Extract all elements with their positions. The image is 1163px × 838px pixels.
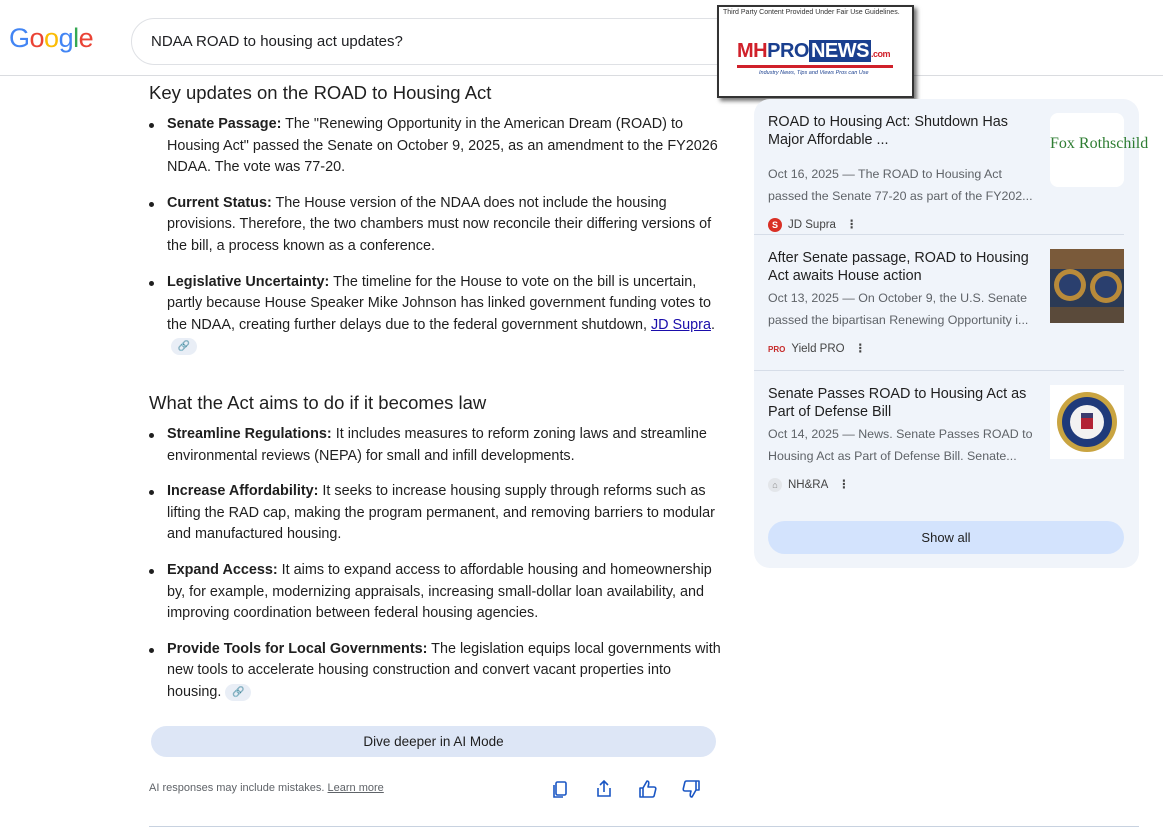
logo-letter: e bbox=[78, 23, 94, 53]
list-item bbox=[149, 639, 724, 704]
badge-underline bbox=[737, 65, 893, 68]
item-text: It aims to expand access to affordable housing and homeownership by, for example, modernizing appraisals, increasing small-dollar loan availability, and improving coordination between federal housing agencies. bbox=[167, 561, 712, 622]
source-title[interactable]: Senate Passes ROAD to Housing Act as Part of Defense Bill bbox=[768, 386, 1027, 420]
source-snippet: Oct 13, 2025 — On October 9, the U.S. Senate passed the bipartisan Renewing Opportunity i... bbox=[768, 291, 1029, 327]
card-divider bbox=[754, 234, 1124, 235]
source-snippet: Oct 14, 2025 — News. Senate Passes ROAD to Housing Act as Part of Defense Bill. Senate... bbox=[768, 427, 1033, 463]
item-label: Senate Passage: bbox=[167, 116, 282, 132]
link-icon: 🔗 bbox=[177, 341, 191, 353]
source-name: Yield PRO bbox=[791, 343, 845, 355]
logo-letter: g bbox=[58, 23, 74, 53]
senate-seal-image bbox=[1050, 385, 1124, 459]
card-divider bbox=[754, 370, 1124, 371]
badge-tagline: Industry News, Tips and Views Pros can Use bbox=[759, 70, 869, 76]
item-text: The "Renewing Opportunity in the American Dream (ROAD) to Housing Act" passed the Senate on October 9, 2025, as an amendment to the FY2026 NDAA. The vote was 77-20. bbox=[167, 116, 718, 176]
logo-com: .com bbox=[870, 49, 890, 59]
source-thumbnail[interactable] bbox=[1050, 249, 1124, 323]
item-text: The House version of the NDAA does not include the housing provisions. Therefore, the two chambers must now reconcile their differing versions of the bill, a process known as a conference. bbox=[167, 194, 712, 254]
list-item bbox=[149, 114, 724, 179]
thumbs-down-icon[interactable] bbox=[680, 778, 702, 800]
source-meta bbox=[768, 341, 866, 355]
jd-supra-link[interactable]: JD Supra bbox=[650, 316, 711, 333]
aims-list bbox=[149, 424, 724, 718]
item-text-end: . bbox=[710, 316, 715, 333]
mhpronews-badge bbox=[717, 5, 914, 98]
logo-letter: o bbox=[29, 23, 45, 53]
thumbs-up-icon[interactable] bbox=[637, 778, 659, 800]
copy-icon[interactable] bbox=[550, 778, 572, 800]
source-card[interactable] bbox=[768, 113, 1149, 233]
yield-pro-favicon: PRO bbox=[768, 345, 786, 354]
more-options-icon[interactable]: ⋮ bbox=[854, 343, 867, 355]
source-card[interactable] bbox=[768, 385, 1124, 505]
fair-use-notice: Third Party Content Provided Under Fair Use Guidelines. bbox=[723, 9, 900, 16]
logo-news: NEWS bbox=[810, 40, 869, 62]
share-icon[interactable] bbox=[593, 778, 615, 800]
item-text: It includes measures to reform zoning laws and streamline environmental reviews (NEPA) for small and infill developments. bbox=[167, 426, 707, 464]
more-options-icon[interactable]: ⋮ bbox=[838, 479, 850, 491]
source-name: NH&RA bbox=[788, 479, 829, 491]
list-item bbox=[149, 424, 724, 467]
logo-letter: G bbox=[9, 23, 30, 53]
source-thumbnail[interactable] bbox=[1050, 385, 1124, 459]
more-options-icon[interactable]: ⋮ bbox=[845, 219, 858, 231]
item-label: Current Status: bbox=[167, 194, 272, 211]
sources-panel bbox=[754, 99, 1149, 568]
nhra-favicon: ⌂ bbox=[768, 478, 782, 492]
source-thumbnail[interactable] bbox=[1050, 113, 1149, 187]
list-item bbox=[149, 193, 724, 258]
search-input[interactable]: NDAA ROAD to housing act updates? bbox=[151, 33, 403, 50]
show-all-button[interactable]: Show all bbox=[768, 521, 1124, 554]
item-text: The timeline for the House to vote on the bill is uncertain, partly because House Speaker Mike Johnson has linked government funding votes to the NDAA, creating further delays due to the federal government shutdown, bbox=[167, 273, 711, 333]
logo-letter: l bbox=[73, 23, 79, 53]
item-label: Legislative Uncertainty: bbox=[167, 273, 330, 290]
search-box[interactable] bbox=[131, 18, 771, 65]
dive-deeper-button[interactable]: Dive deeper in AI Mode bbox=[151, 726, 716, 757]
source-card[interactable] bbox=[768, 249, 1124, 369]
logo-pro: PRO bbox=[767, 40, 809, 62]
logo-letter: o bbox=[44, 23, 59, 53]
link-icon: 🔗 bbox=[232, 686, 245, 698]
senate-seals-image bbox=[1050, 249, 1124, 323]
list-item bbox=[149, 272, 724, 358]
section-heading-key-updates: Key updates on the ROAD to Housing Act bbox=[149, 82, 492, 103]
fox-rothschild-logo: Fox Rothschild bbox=[1050, 135, 1149, 152]
item-text: The legislation equips local governments with new tools to accelerate housing construction and convert vacant properties into housing. bbox=[167, 640, 721, 700]
jd-supra-favicon: S bbox=[768, 218, 782, 232]
bottom-divider bbox=[149, 826, 1139, 827]
source-meta bbox=[768, 477, 850, 492]
source-name: JD Supra bbox=[788, 219, 836, 231]
source-title[interactable]: ROAD to Housing Act: Shutdown Has Major Affordable ... bbox=[768, 114, 1008, 148]
logo-mh: MH bbox=[737, 40, 768, 62]
item-label: Expand Access: bbox=[167, 561, 278, 578]
source-snippet: Oct 16, 2025 — The ROAD to Housing Act passed the Senate 77-20 as part of the FY202... bbox=[768, 167, 1033, 203]
list-item bbox=[149, 481, 724, 546]
mhpronews-logo bbox=[737, 40, 890, 64]
learn-more-link[interactable]: Learn more bbox=[327, 782, 384, 794]
header bbox=[0, 0, 1163, 76]
item-text: It seeks to increase housing supply through reforms such as lifting the RAD cap, making the program permanent, and removing barriers to modular and manufactured housing. bbox=[167, 483, 715, 543]
google-logo[interactable] bbox=[9, 23, 93, 54]
item-label: Provide Tools for Local Governments: bbox=[167, 640, 428, 657]
link-chip[interactable] bbox=[171, 338, 197, 355]
item-label: Streamline Regulations: bbox=[167, 426, 332, 442]
link-chip[interactable] bbox=[225, 684, 251, 701]
item-label: Increase Affordability: bbox=[167, 483, 319, 500]
key-updates-list bbox=[149, 114, 724, 372]
ai-disclaimer bbox=[149, 782, 384, 794]
section-heading-aims: What the Act aims to do if it becomes law bbox=[149, 392, 487, 413]
source-title[interactable]: After Senate passage, ROAD to Housing Act awaits House action bbox=[768, 250, 1029, 284]
disclaimer-text: AI responses may include mistakes. bbox=[149, 782, 328, 794]
source-meta bbox=[768, 217, 857, 232]
list-item bbox=[149, 560, 724, 625]
